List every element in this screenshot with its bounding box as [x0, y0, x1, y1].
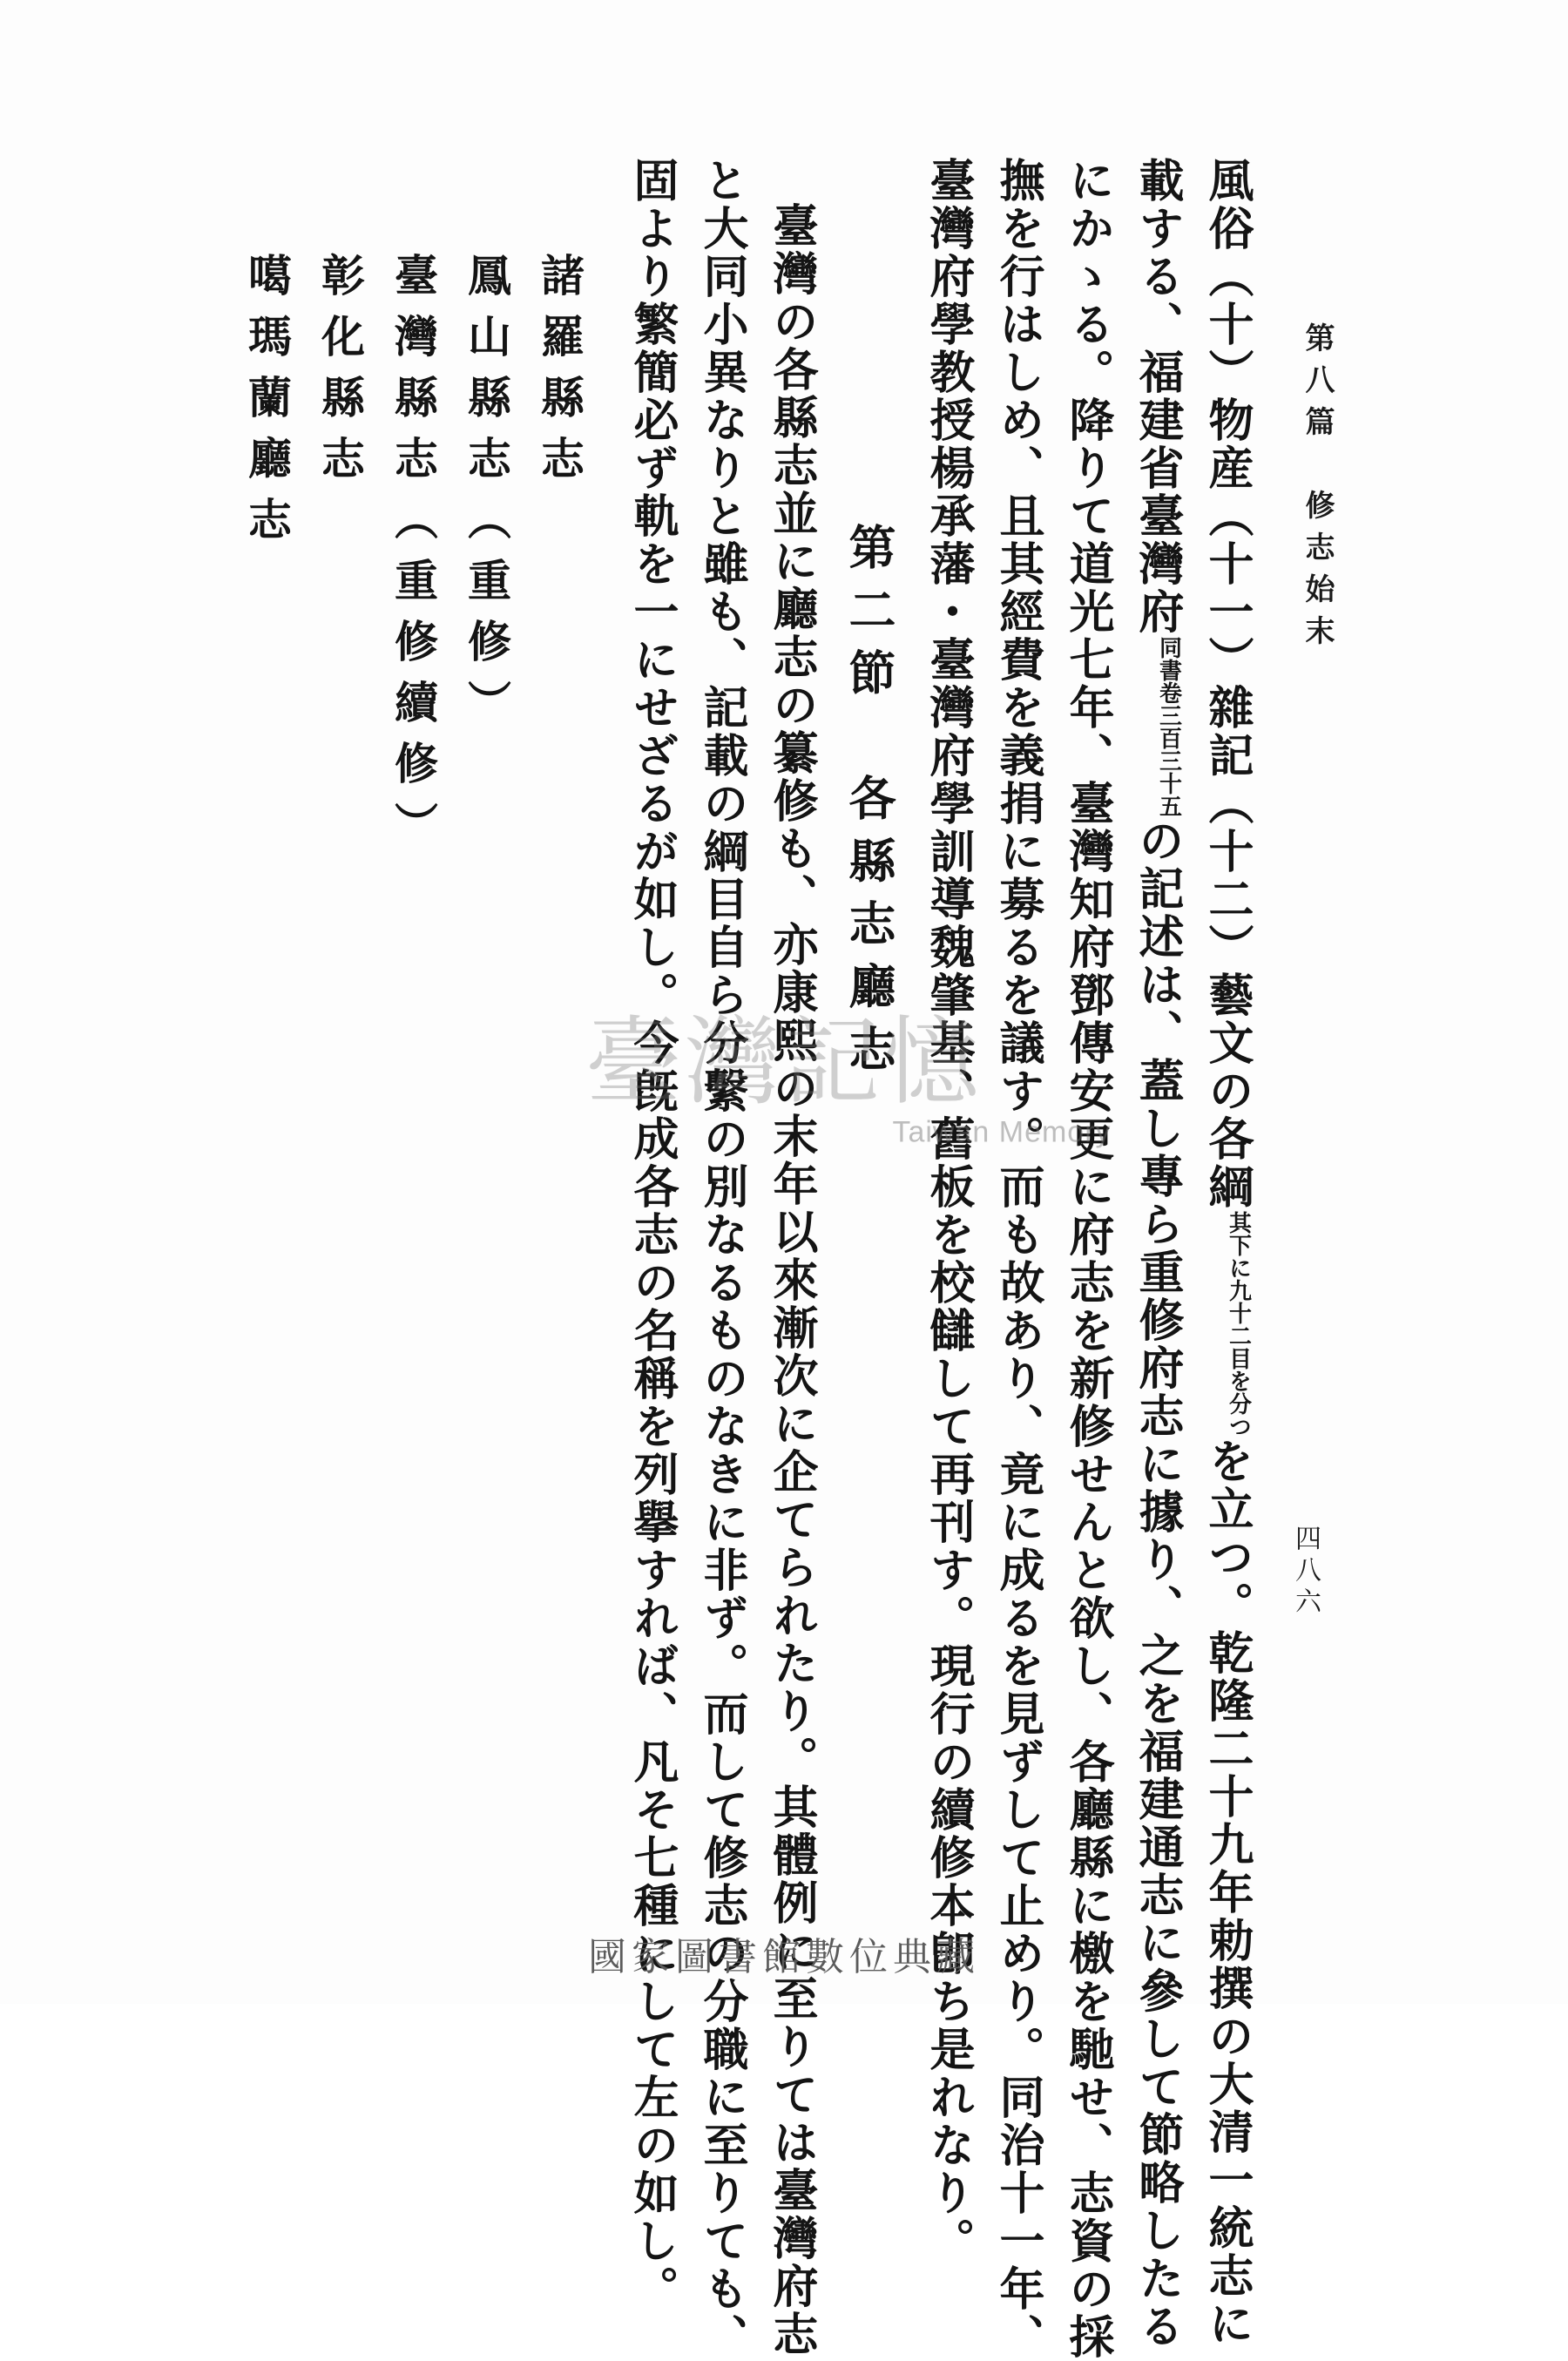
list-item: 臺灣縣志（重修續修）: [388, 253, 439, 863]
watermark-subtitle: Taiwan Memory: [892, 1115, 1112, 1149]
page-number: 四八六: [1290, 1525, 1321, 1619]
column-1-note: 其下に九十二目を分つ: [1225, 1211, 1252, 1438]
footer-credit: 國家圖書館數位典藏: [588, 1935, 980, 1979]
text-column-7: と大同小異なりと雖も、記載の綱目自ら分繫の別なるものなきに非ず。而して修志の分職に至りても、: [695, 157, 748, 2361]
text-column-1: [1200, 157, 1253, 2348]
list-item: 鳳山縣志（重修）: [461, 253, 512, 741]
column-2-note: 同書卷三百三十五: [1155, 636, 1182, 817]
text-column-5: 臺灣府學教授楊承藩・臺灣府學訓導魏肇基、舊板を校讎して再刊す。現行の續修本卽ち是れなり。: [922, 157, 975, 2265]
column-1-text: 風俗（十）物産（十一）雜記（十二）藝文の各綱: [1200, 157, 1254, 1211]
column-1-text-after: を立つ。乾隆二十九年勅撰の大清一統志に: [1200, 1438, 1254, 2348]
text-column-8: 固より繁簡必ず軌を一にせざるが如し。今旣成各志の名稱を列擧すれば、凡そ七種にして左の如し。: [625, 157, 679, 2313]
column-2-text: 載する、福建省臺灣府: [1131, 157, 1184, 636]
text-column-2: [1131, 157, 1183, 2351]
text-column-3: にかゝる。降りて道光七年、臺灣知府鄧傳安更に府志を新修せんと欲し、各廳縣に檄を馳せ、志資の採: [1061, 157, 1114, 2361]
chapter-title: 第八篇 修志始末: [1300, 322, 1335, 657]
text-column-6: 臺灣の各縣志並に廳志の纂修も、亦康熙の末年以來漸次に企てられたり。其體例に至りては臺灣府志: [765, 202, 818, 2358]
watermark-logo: 臺灣記憶: [585, 1006, 983, 1118]
text-column-4: 撫を行はしめ、且其經費を義捐に募るを議す。而も故あり、竟に成るを見ずして止めり。同治十一年、: [991, 157, 1044, 2361]
list-item: 噶瑪蘭廳志: [241, 253, 293, 558]
list-item: 諸羅縣志: [534, 253, 585, 497]
section-heading: 第二節 各縣志廳志: [841, 523, 897, 1087]
list-item: 彰化縣志: [314, 253, 366, 497]
column-2-text-after: の記述は、蓋し專ら重修府志に據り、之を福建通志に參して節略したる: [1131, 817, 1184, 2351]
